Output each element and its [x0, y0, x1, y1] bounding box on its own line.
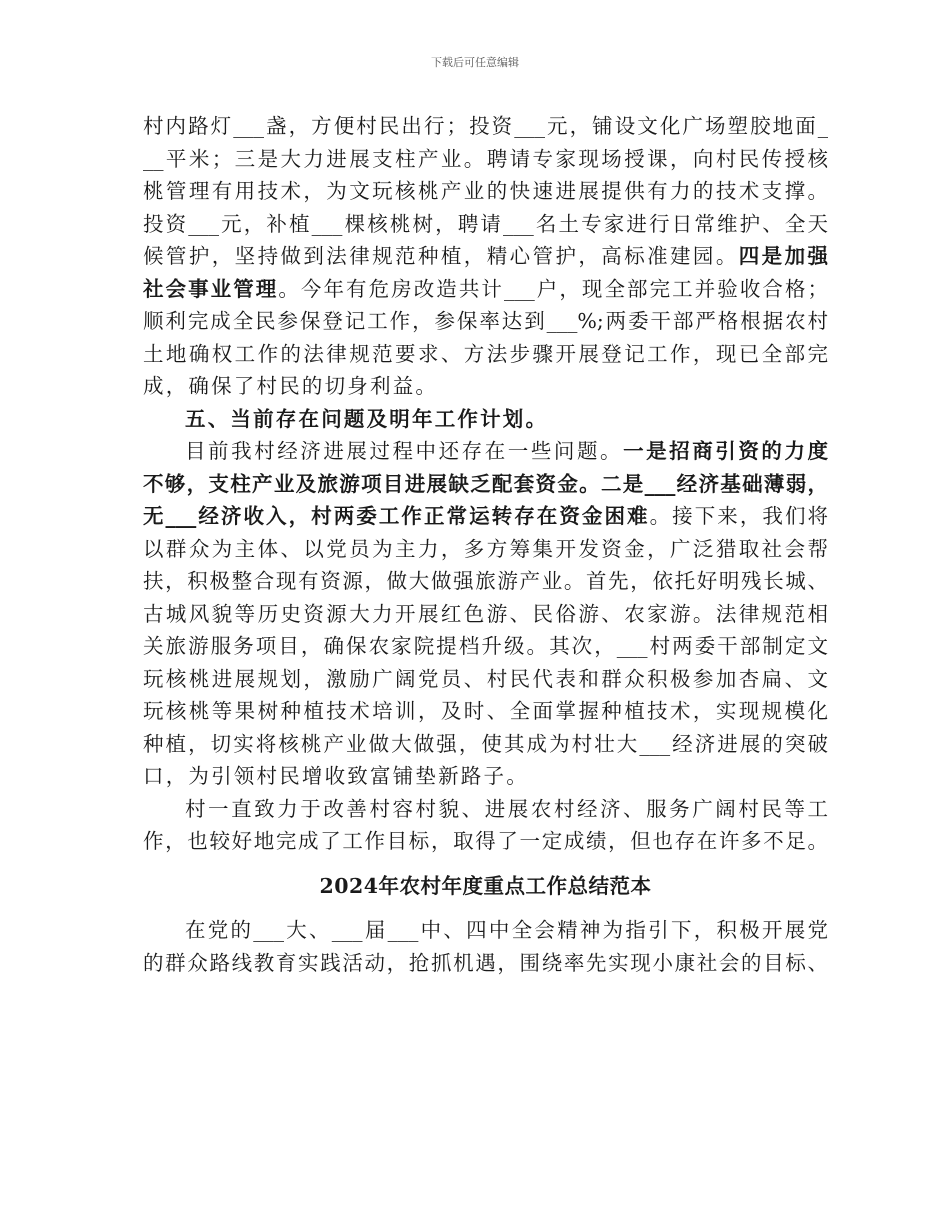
- text-segment: 桃管理有用技术，为文玩核桃产业的快速进展提供有力的技术支撑。: [143, 179, 828, 203]
- text-segment: 。接下来，我们将: [649, 504, 829, 528]
- document-body: [143, 110, 828, 979]
- text-line: [143, 825, 828, 858]
- text-line: [143, 663, 828, 696]
- text-line: [143, 143, 828, 176]
- section-title: 2024年农村年度重点工作总结范本: [319, 873, 652, 898]
- text-segment: 口，为引领村民增收致富铺垫新路子。: [143, 764, 529, 788]
- page-header-note: 下载后可任意编辑: [431, 56, 519, 69]
- text-line: [143, 208, 828, 241]
- text-line: [143, 533, 828, 566]
- text-line: [143, 793, 828, 826]
- text-segment: 扶，积极整合现有资源，做大做强旅游产业。首先，依托好明残长城、: [143, 569, 828, 593]
- text-line: [143, 630, 828, 663]
- text-line: [143, 370, 828, 403]
- bold-text-segment: 无___经济收入，村两委工作正常运转存在资金困难: [143, 504, 650, 528]
- text-line: [143, 728, 828, 761]
- text-line: [143, 403, 828, 436]
- paragraph-block-1: [143, 110, 828, 858]
- text-segment: 成，确保了村民的切身利益。: [143, 374, 439, 398]
- text-segment: 在党的___大、___届___中、四中全会精神为指引下，积极开展党: [185, 918, 828, 942]
- text-line: [143, 240, 828, 273]
- bold-text-segment: 一是招商引资的力度: [623, 439, 829, 463]
- text-segment: 玩核桃进展规划，激励广阔党员、村民代表和群众积极参加杏扁、文: [143, 666, 828, 691]
- text-segment: __平米；三是大力进展支柱产业。聘请专家现场授课，向村民传授核: [143, 146, 828, 171]
- text-segment: 。今年有危房改造共计___户，现全部完工并验收合格；: [278, 276, 829, 301]
- text-line: [143, 468, 828, 501]
- text-line: [143, 500, 828, 533]
- text-line: [143, 565, 828, 598]
- text-line: [143, 435, 828, 468]
- text-line: [143, 947, 828, 980]
- text-segment: 的群众路线教育实践活动，抢抓机遇，围绕率先实现小康社会的目标、: [143, 950, 828, 975]
- text-segment: 土地确权工作的法律规范要求、方法步骤开展登记工作，现已全部完: [143, 341, 828, 366]
- text-segment: 玩核桃等果树种植技术培训，及时、全面掌握种植技术，实现规模化: [143, 699, 828, 723]
- text-segment: 以群众为主体、以党员为主力，多方筹集开发资金，广泛猎取社会帮: [143, 536, 828, 561]
- text-segment: 顺利完成全民参保登记工作，参保率达到___%;两委干部严格根据农村: [143, 309, 828, 333]
- text-segment: 候管护，坚持做到法律规范种植，精心管护，高标准建园。: [143, 244, 739, 268]
- text-segment: 投资___元，补植___棵核桃树，聘请___名土专家进行日常维护、全天: [143, 211, 828, 236]
- text-segment: 古城风貌等历史资源大力开展红色游、民俗游、农家游。法律规范相: [143, 601, 828, 626]
- text-line: [143, 110, 828, 143]
- bold-text-segment: 四是加强: [738, 244, 829, 268]
- text-line: [143, 175, 828, 208]
- text-segment: 村内路灯___盏，方便村民出行；投资___元，铺设文化广场塑胶地面_: [143, 114, 828, 138]
- text-line: [143, 695, 828, 728]
- text-line: [143, 273, 828, 306]
- bold-text-segment: 社会事业管理: [143, 276, 279, 301]
- bold-text-segment: 不够，支柱产业及旅游项目进展缺乏配套资金。二是___经济基础薄弱，: [143, 471, 828, 496]
- text-segment: 村一直致力于改善村容村貌、进展农村经济、服务广阔村民等工: [185, 796, 828, 821]
- text-segment: 作，也较好地完成了工作目标，取得了一定成绩，但也存在许多不足。: [143, 829, 828, 853]
- text-segment: 目前我村经济进展过程中还存在一些问题。: [185, 439, 624, 463]
- text-line: [143, 338, 828, 371]
- text-segment: 关旅游服务项目，确保农家院提档升级。其次，___村两委干部制定文: [143, 634, 828, 658]
- text-line: [143, 760, 828, 793]
- bold-text-segment: 五、当前存在问题及明年工作计划。: [185, 406, 549, 431]
- text-line: [143, 305, 828, 338]
- paragraph-block-2: [143, 914, 828, 979]
- text-line: [143, 598, 828, 631]
- text-line: [143, 914, 828, 947]
- text-segment: 种植，切实将核桃产业做大做强，使其成为村壮大___经济进展的突破: [143, 731, 828, 756]
